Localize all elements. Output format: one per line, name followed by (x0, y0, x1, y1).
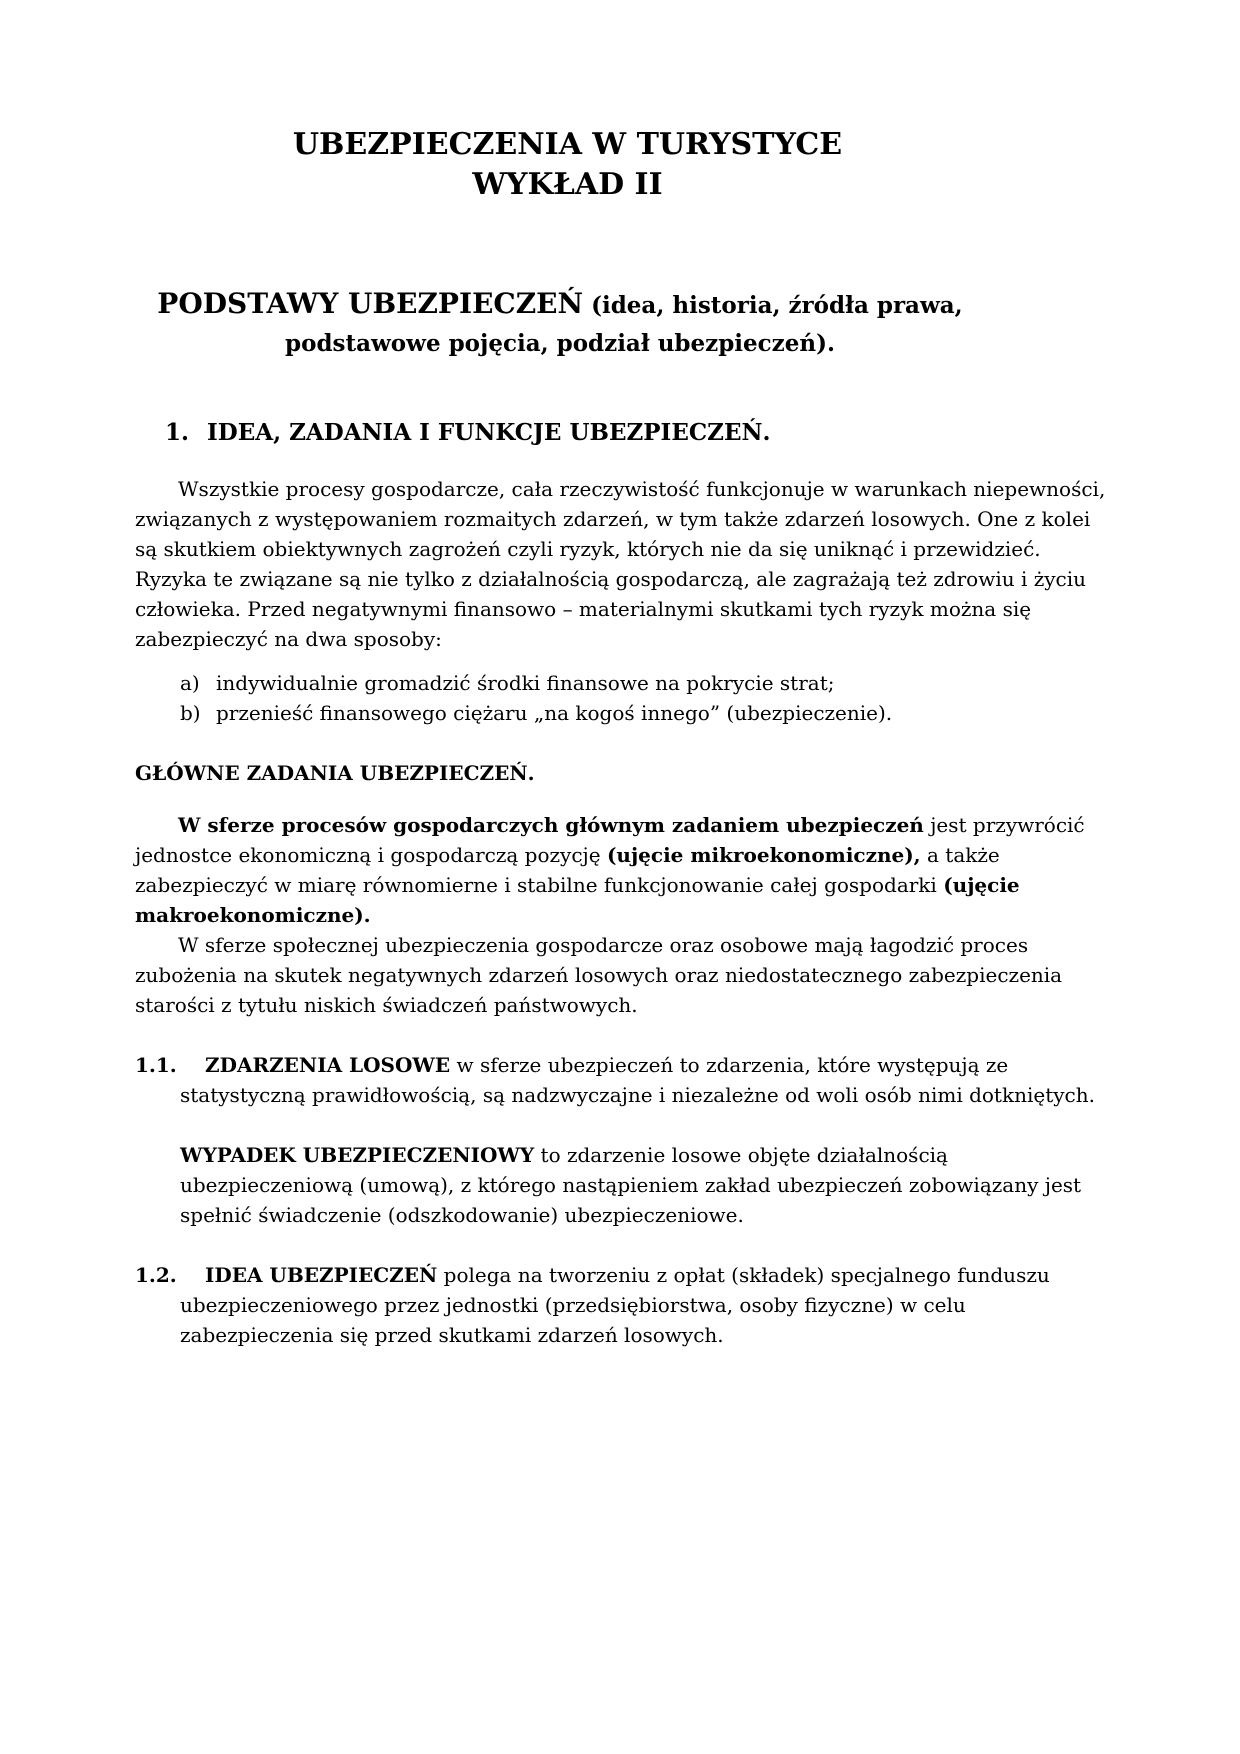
intro-paragraph: Wszystkie procesy gospodarcze, cała rzeczywistość funkcjonuje w warunkach niepewności, związanych z występowaniem rozmaitych zdarzeń, w tym także zdarzeń losowych. One z kolei są skutkiem obiektywnych zagrożeń czyli ryzyk, których nie da się uniknąć i przewidzieć. Ryzyka te związane są nie tylko z działalnością gospodarczą, ale zagrażają też zdrowiu i życiu człowieka. Przed negatywnymi finansowo – materialnymi skutkami tych ryzyk można się zabezpieczyć na dwa sposoby: (135, 477, 1106, 651)
wypadek-text: to zdarzenie losowe objęte działalnością ubezpieczeniową (umową), z którego nastąpieniem zakład ubezpieczeń zobowiązany jest spełnić świadczenie (odszkodowanie) ubezpieczeniowe. (180, 1143, 1082, 1227)
document-subtitle (135, 285, 985, 363)
document-title (135, 125, 1110, 205)
text-segment: jest przywrócić jednostce ekonomiczną i gospodarczą pozycję (135, 813, 1085, 867)
item-1-2 (135, 1260, 1110, 1350)
text-segment-bold: (ujęcie mikroekonomiczne), (606, 843, 921, 867)
list-marker-a: a) (180, 671, 200, 695)
list-item-b (180, 698, 1110, 728)
list-text-b: przenieść finansowego ciężaru „na kogoś innego” (ubezpieczenie). (216, 701, 893, 725)
section-1-heading (135, 419, 1110, 446)
wypadek-term: WYPADEK UBEZPIECZENIOWY (180, 1143, 535, 1167)
item-1-2-term: IDEA UBEZPIECZEŃ (205, 1263, 438, 1287)
item-1-2-text: polega na tworzeniu z opłat (składek) specjalnego funduszu ubezpieczeniowego przez jednostki (przedsiębiorstwa, osoby fizyczne) w celu zabezpieczenia się przed skutkami zdarzeń losowych. (180, 1263, 1050, 1347)
text-segment: a także zabezpieczyć w miarę równomierne i stabilne funkcjonowanie całej gospodarki (135, 843, 1000, 897)
section-1-number: 1. (165, 419, 190, 446)
subtitle-main: PODSTAWY UBEZPIECZEŃ (157, 287, 584, 320)
item-1-1-text: w sferze ubezpieczeń to zdarzenia, które występują ze statystyczną prawidłowością, są nadzwyczajne i niezależne od woli osób nimi dotkniętych. (180, 1053, 1095, 1107)
item-1-1-term: ZDARZENIA LOSOWE (205, 1053, 451, 1077)
list-marker-b: b) (180, 701, 201, 725)
subtitle-rest: (idea, historia, źródła prawa, (583, 292, 963, 319)
subtitle-line-2: podstawowe pojęcia, podział ubezpieczeń). (285, 330, 835, 357)
text-segment-bold: (ujęcie makroekonomiczne). (135, 873, 1020, 927)
wypadek-paragraph (180, 1140, 1110, 1230)
item-1-1-number: 1.1. (135, 1053, 177, 1077)
social-paragraph: W sferze społecznej ubezpieczenia gospodarcze oraz osobowe mają łagodzić proces zubożenia na skutek negatywnych zdarzeń losowych oraz niedostatecznego zabezpieczenia starości z tytułu niskich świadczeń państwowych. (135, 933, 1063, 1017)
tasks-paragraph (135, 810, 1110, 930)
two-ways-list (135, 668, 1110, 728)
item-1-2-number: 1.2. (135, 1263, 177, 1287)
text-segment-bold: W sferze procesów gospodarczych głównym zadaniem ubezpieczeń (178, 813, 924, 837)
list-text-a: indywidualnie gromadzić środki finansowe na pokrycie strat; (216, 671, 835, 695)
section-1-title: IDEA, ZADANIA I FUNKCJE UBEZPIECZEŃ. (207, 419, 771, 446)
list-item-a (180, 668, 1110, 698)
title-line-2: WYKŁAD II (472, 167, 663, 202)
title-line-1: UBEZPIECZENIA W TURYSTYCE (292, 127, 843, 162)
tasks-heading: GŁÓWNE ZADANIA UBEZPIECZEŃ. (135, 761, 535, 785)
item-1-1 (135, 1050, 1110, 1110)
